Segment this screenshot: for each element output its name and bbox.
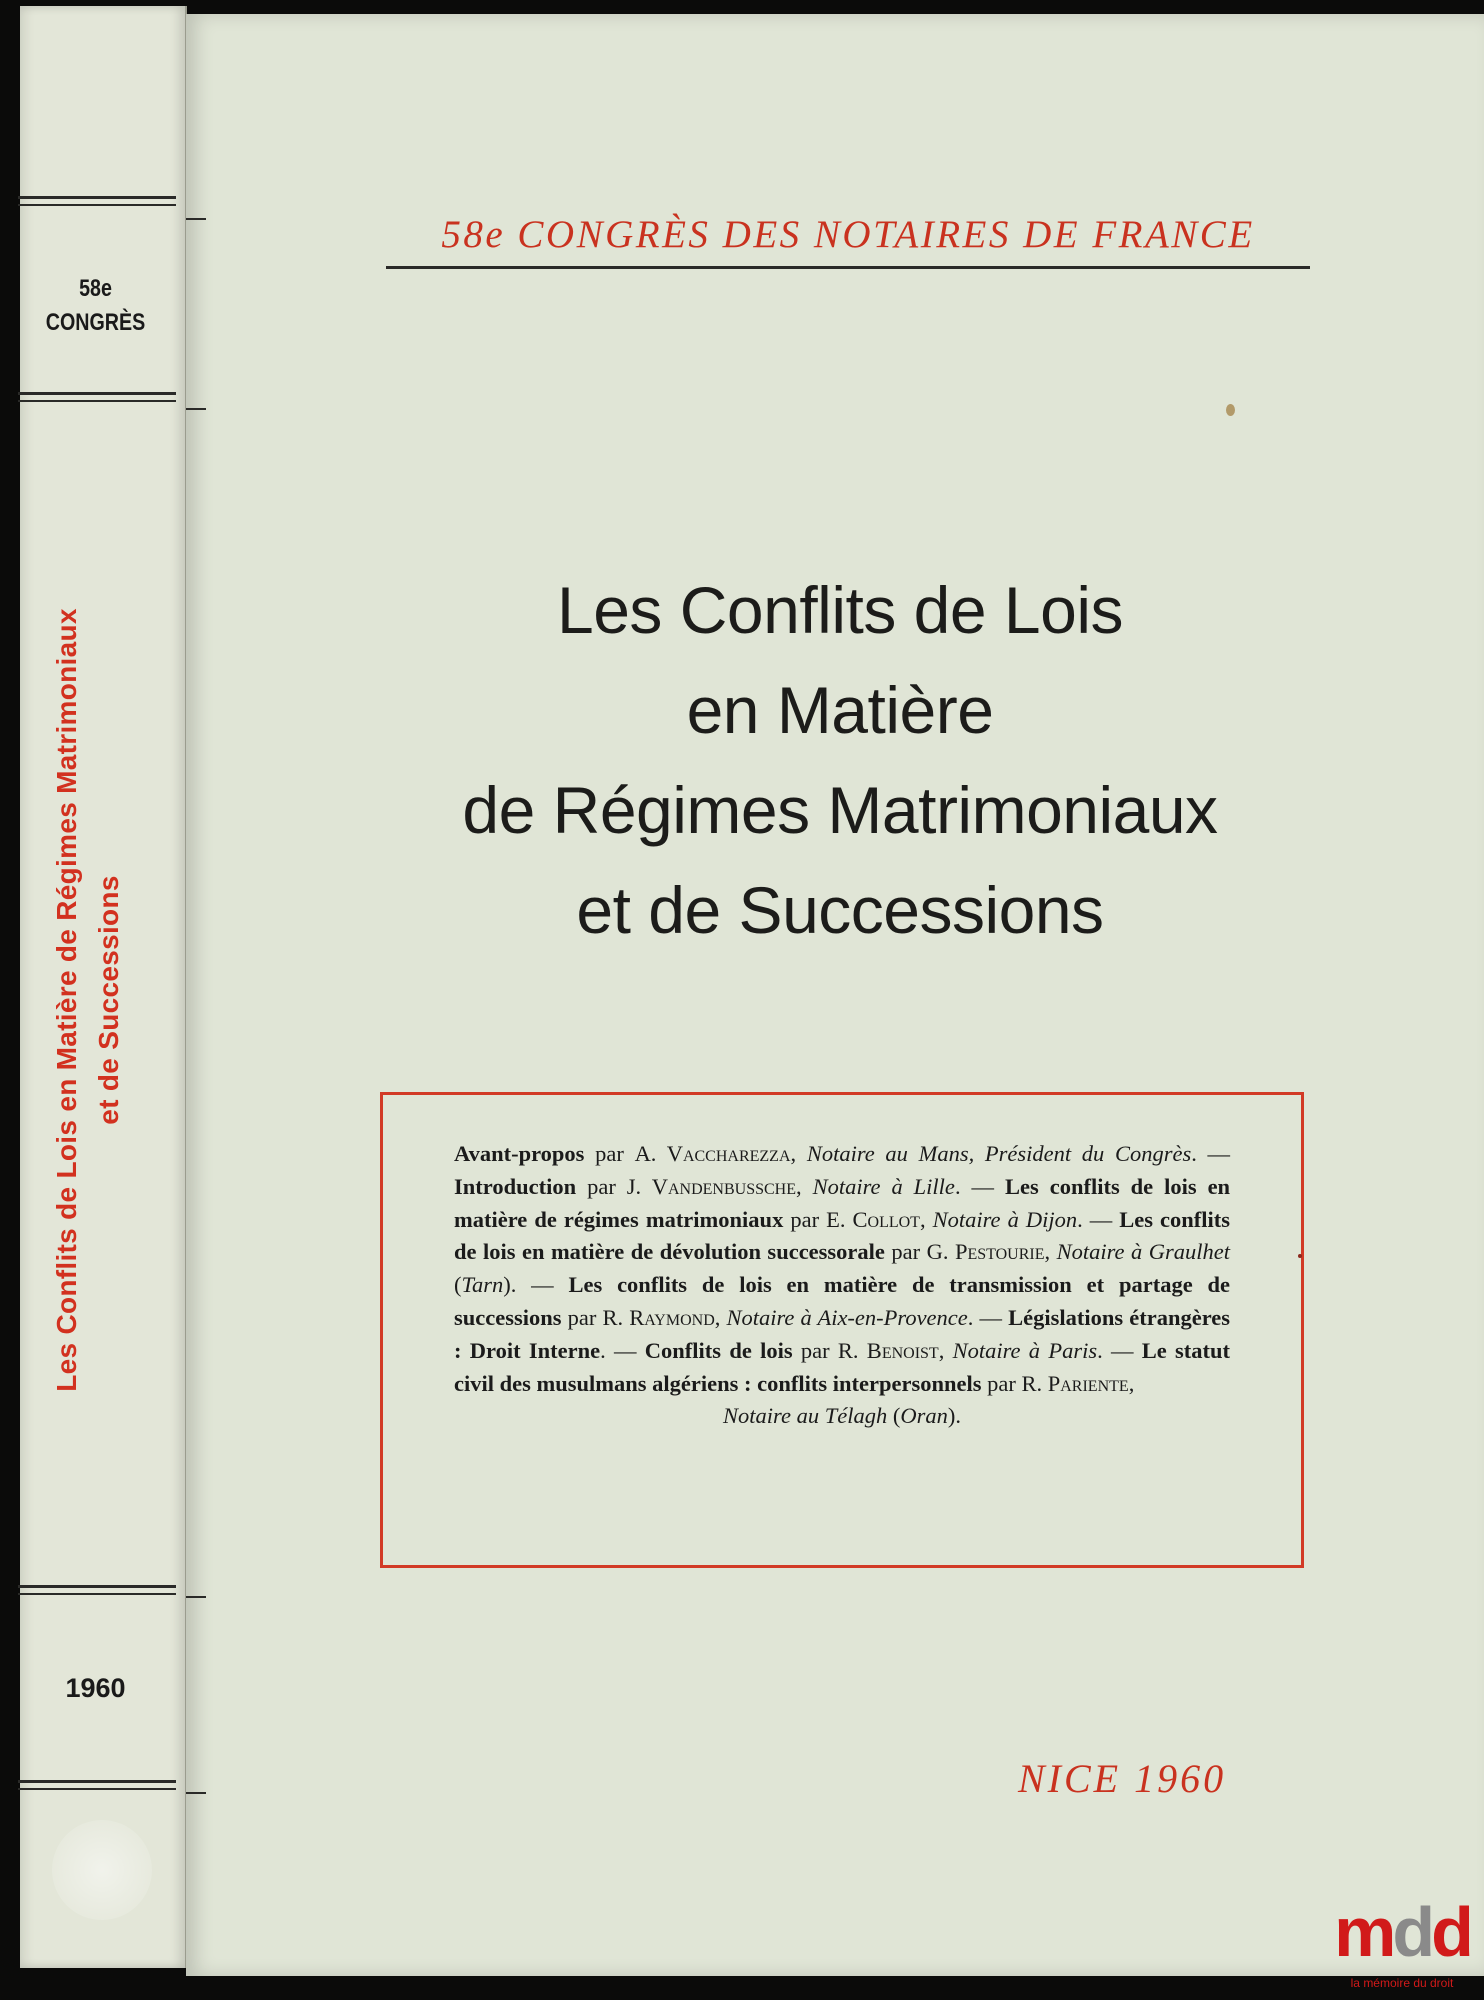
- word-par: par: [987, 1370, 1016, 1396]
- introduction-role: Notaire à Lille: [812, 1173, 955, 1199]
- mdd-logo: [1326, 1892, 1478, 1996]
- part3-title: Les conflits de lois en matière de transmission et partage de successions: [454, 1272, 1230, 1330]
- introduction-label: Introduction: [454, 1173, 577, 1199]
- spine-title-line-2: et de Successions: [93, 875, 124, 1125]
- title-line-2: en Matière: [686, 673, 994, 747]
- part1-author: E. Collot: [826, 1206, 920, 1232]
- part2-title: Les conflits de lois en matière de dévolution successorale: [454, 1206, 1231, 1265]
- paper-speck: [1226, 404, 1235, 416]
- word-par: par: [595, 1141, 624, 1166]
- part6-place: Oran: [900, 1403, 948, 1429]
- spine-rule: [18, 196, 176, 206]
- logo-letter-m: m: [1334, 1893, 1393, 1971]
- spine-rule: [18, 1780, 176, 1790]
- cover-edge-notches: [186, 0, 210, 1962]
- avant-propos-author: A. Vaccharezza: [634, 1141, 791, 1166]
- place-year: NICE 1960: [1018, 1756, 1227, 1801]
- book-cover: [186, 14, 1484, 1976]
- part3-author: R. Raymond: [602, 1304, 715, 1330]
- avant-propos-role: Notaire au Mans, Président du Congrès: [806, 1141, 1192, 1166]
- spine-congress-label: [32, 272, 159, 340]
- part1-title: Les conflits de lois en matière de régimes matrimoniaux: [454, 1173, 1231, 1232]
- title-line-1: Les Conflits de Lois: [557, 573, 1123, 647]
- part5-author: R. Benoist: [837, 1337, 939, 1363]
- dash: —: [1111, 1337, 1134, 1363]
- part5-role: Notaire à Paris: [952, 1337, 1098, 1363]
- spine-stain: [52, 1820, 152, 1920]
- spine-year: 1960: [65, 1673, 126, 1703]
- word-par: par: [790, 1206, 820, 1232]
- introduction-author: J. Vandenbussche: [626, 1173, 796, 1199]
- mdd-logo-mark: [1326, 1892, 1478, 1972]
- edge-notch: [186, 1596, 206, 1598]
- dash: —: [1207, 1141, 1231, 1166]
- edge-notch: [186, 408, 206, 410]
- spine-title: [46, 500, 146, 1500]
- spine-congress-number: 58e: [79, 275, 112, 302]
- edge-notch: [186, 1792, 206, 1794]
- word-par: par: [587, 1173, 616, 1199]
- dash: —: [1089, 1206, 1113, 1232]
- part1-role: Notaire à Dijon: [932, 1206, 1078, 1232]
- main-title: [340, 560, 1340, 960]
- paper-speck: [1298, 1254, 1302, 1258]
- part2-author: G. Pestourie: [926, 1239, 1045, 1265]
- edge-notch: [186, 218, 206, 220]
- word-par: par: [800, 1337, 830, 1363]
- word-par: par: [891, 1239, 921, 1265]
- spine-rule: [18, 1585, 176, 1595]
- dash: —: [979, 1304, 1003, 1330]
- spine-title-line-1: Les Conflits de Lois en Matière de Régimes Matrimoniaux: [51, 608, 82, 1392]
- logo-letter-d: d: [1392, 1893, 1432, 1971]
- title-line-4: et de Successions: [576, 873, 1104, 947]
- part5-title: Conflits de lois: [644, 1337, 793, 1363]
- logo-caption: la mémoire du droit: [1350, 1976, 1454, 1990]
- dash: —: [614, 1337, 637, 1363]
- part6-title: Le statut civil des musulmans algériens : conflits interpersonnels: [454, 1337, 1231, 1396]
- title-line-3: de Régimes Matrimoniaux: [462, 773, 1218, 847]
- part2-role: Notaire à Graulhet: [1056, 1239, 1230, 1265]
- logo-letter-d: d: [1431, 1893, 1470, 1971]
- dash: —: [971, 1173, 995, 1199]
- congress-heading: 58e CONGRÈS DES NOTAIRES DE FRANCE: [386, 210, 1310, 269]
- part2-place: Tarn: [461, 1272, 504, 1298]
- contents-text: Avant-propos par A. Vaccharezza, Notaire au Mans, Président du Congrès. — Introduction par J. Vandenbussche, Notaire à Lille. — Les conflits de lois en matière de régimes matrimoniaux par E. Collot, Notaire à Dijon. — Les conflits de lois en matière de dévolution successorale par G. Pestourie, Notaire à Graulhet (Tarn). — Les conflits de lois en matière de transmission et partage de successions par R. Raymond, Notaire à Aix-en-Provence. — Législations étrangères : Droit Interne. — Conflits de lois par R. Benoist, Notaire à Paris. — Le statut civil des musulmans algériens : conflits interpersonnels par R. Pariente, Notaire au Télagh (Oran).: [454, 1141, 1231, 1429]
- part4-title: Législations étrangères : Droit Interne: [454, 1304, 1231, 1363]
- spine-congress-word: CONGRÈS: [45, 309, 146, 336]
- part3-role: Notaire à Aix-en-Provence: [726, 1304, 968, 1330]
- word-par: par: [567, 1304, 597, 1330]
- part6-author: R. Pariente: [1021, 1370, 1129, 1396]
- part6-role: Notaire au Télagh: [723, 1403, 888, 1429]
- avant-propos-label: Avant-propos: [454, 1141, 585, 1166]
- dash: —: [531, 1272, 554, 1298]
- spine-rule: [18, 392, 176, 402]
